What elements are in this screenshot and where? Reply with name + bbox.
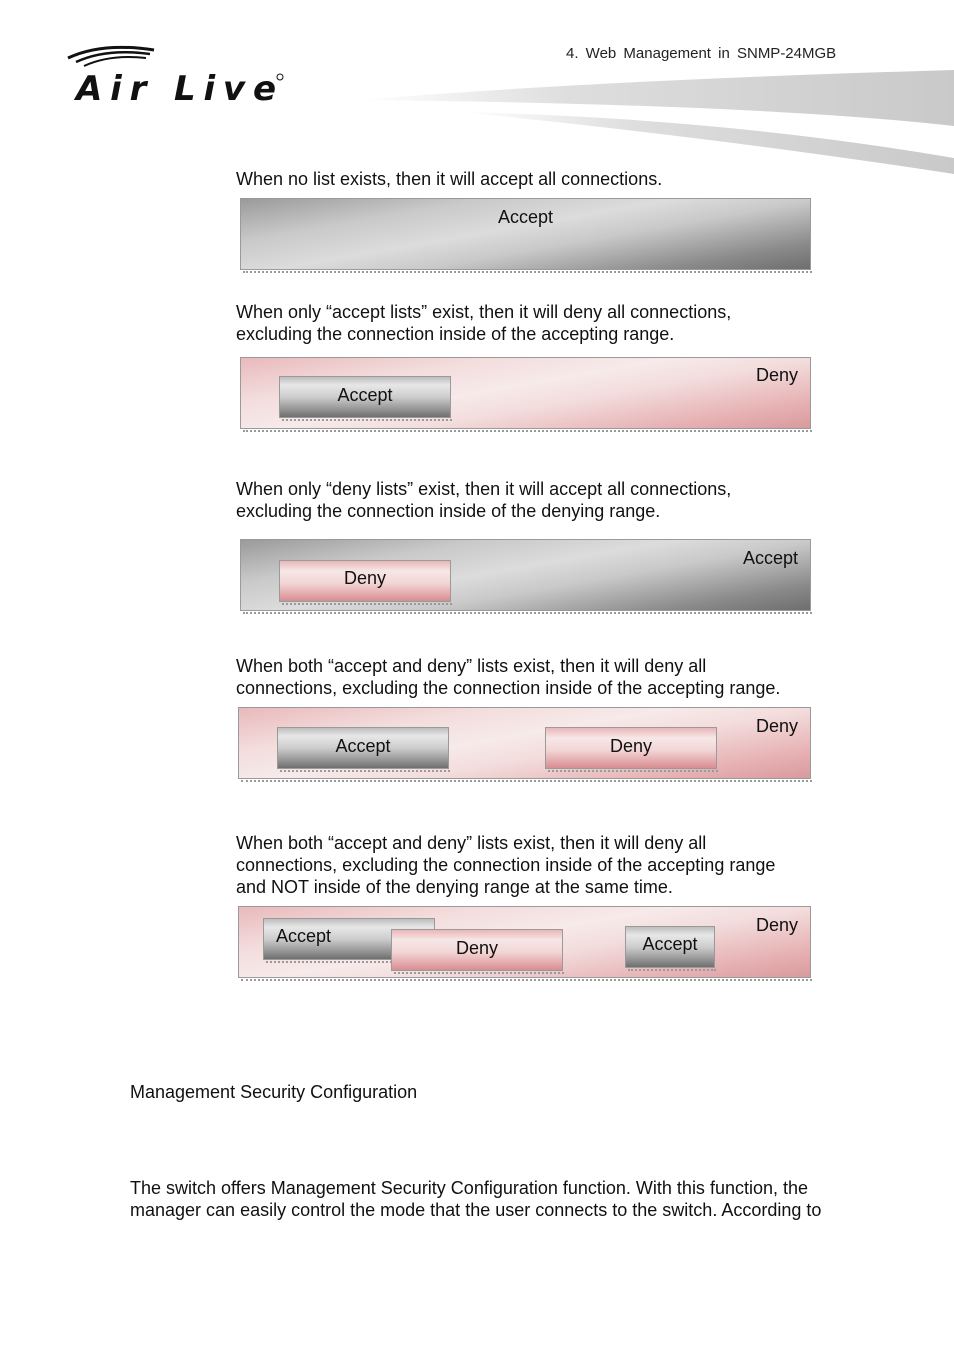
- accept-range-box-2: Accept: [625, 926, 715, 968]
- section-body: The switch offers Management Security Configuration function. With this function, the manager can easily control the mode that the user connects to the switch. According to: [130, 1178, 822, 1220]
- accept-range-box: Accept: [277, 727, 449, 769]
- scenario-3-description: When only “deny lists” exist, then it will accept all connections, excluding the connection inside of the denying range.: [236, 479, 732, 521]
- scenario-3-diagram: [240, 539, 811, 611]
- section-title: Management Security Configuration: [130, 1082, 418, 1102]
- scenario-4-description: When both “accept and deny” lists exist, then it will deny all connections, excluding the connection inside of the accepting range.: [236, 656, 781, 698]
- scenario-2-description: When only “accept lists” exist, then it will deny all connections, excluding the connection inside of the accepting range.: [236, 302, 732, 344]
- svg-text:Air Live: Air Live: [76, 69, 276, 109]
- airlive-logo: [62, 40, 292, 110]
- deny-range-box: Deny: [279, 560, 451, 602]
- accept-range-box: Accept: [263, 918, 435, 960]
- deny-range-box: Deny: [391, 929, 563, 971]
- outer-range-label: Accept: [742, 548, 798, 568]
- accept-range-box: Accept: [279, 376, 451, 418]
- scenario-5-diagram: [238, 906, 811, 978]
- scenario-5-description: When both “accept and deny” lists exist, then it will deny all connections, excluding the connection inside of the accepting range and NOT inside of the denying range at the same time.: [236, 833, 776, 897]
- outer-range-label: Deny: [755, 365, 798, 385]
- outer-range-label: Deny: [755, 716, 798, 736]
- scenario-1-description: When no list exists, then it will accept all connections.: [236, 169, 663, 189]
- header-swoosh-graphic: [340, 60, 954, 180]
- deny-range-box: Deny: [545, 727, 717, 769]
- scenario-1-diagram: [240, 198, 811, 270]
- chapter-title: 4. Web Management in SNMP-24MGB: [566, 45, 837, 62]
- outer-range-label: Accept: [497, 207, 554, 227]
- scenario-2-diagram: [240, 357, 811, 429]
- outer-range-label: Deny: [755, 915, 798, 935]
- scenario-4-diagram: [238, 707, 811, 779]
